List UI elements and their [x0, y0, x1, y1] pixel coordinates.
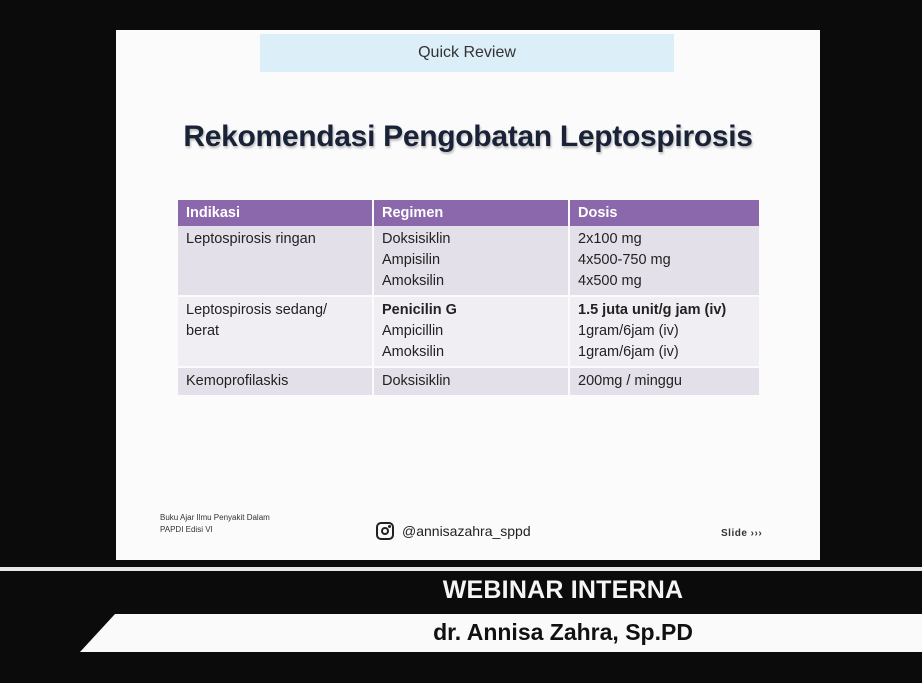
instagram-handle: @annisazahra_sppd — [402, 523, 531, 539]
header-dosis: Dosis — [569, 200, 759, 226]
table-header-row — [178, 200, 759, 226]
cell-indikasi — [178, 367, 373, 395]
cell-indikasi — [178, 296, 373, 367]
cell-text: 1.5 juta unit/g jam (iv) — [578, 302, 727, 318]
cell-text: 2x100 mg — [578, 231, 642, 247]
cell-text: Ampisilin — [382, 252, 441, 268]
cell-text: Amoksilin — [382, 344, 445, 360]
cell-text: berat — [186, 323, 220, 339]
cell-text: 4x500-750 mg — [578, 252, 671, 268]
cell-text: 1gram/6jam (iv) — [578, 344, 679, 360]
quick-review-tag: Quick Review — [260, 34, 674, 72]
reference-line: Buku Ajar Ilmu Penyakit Dalam — [160, 513, 270, 522]
header-indikasi: Indikasi — [178, 200, 373, 226]
event-title: WEBINAR INTERNA — [442, 576, 684, 604]
cell-text: 200mg / minggu — [578, 373, 682, 389]
slide-nav-label: Slide ››› — [721, 528, 763, 539]
cell-regimen — [373, 367, 569, 395]
cell-text: Amoksilin — [382, 273, 445, 289]
cell-regimen — [373, 226, 569, 296]
cell-dosis — [569, 226, 759, 296]
cell-dosis — [569, 296, 759, 367]
table-row — [178, 296, 759, 367]
banner-divider — [0, 567, 922, 571]
cell-text: Doksisiklin — [382, 373, 451, 389]
cell-text: Doksisiklin — [382, 231, 451, 247]
slide-title: Rekomendasi Pengobatan Leptospirosis — [183, 120, 753, 153]
cell-indikasi — [178, 226, 373, 296]
reference-line: PAPDI Edisi VI — [160, 525, 213, 534]
instagram-icon — [376, 522, 394, 540]
cell-text: Kemoprofilaskis — [186, 373, 289, 389]
treatment-table — [178, 200, 759, 395]
cell-regimen — [373, 296, 569, 367]
table-row — [178, 226, 759, 296]
table-row — [178, 367, 759, 395]
cell-text: 1gram/6jam (iv) — [578, 323, 679, 339]
header-regimen: Regimen — [373, 200, 569, 226]
cell-text: Leptospirosis ringan — [186, 231, 316, 247]
speaker-name: dr. Annisa Zahra, Sp.PD — [433, 619, 693, 645]
cell-text: Leptospirosis sedang/ — [186, 302, 328, 318]
cell-text: Penicilin G — [382, 302, 457, 318]
cell-text: Ampicillin — [382, 323, 444, 339]
cell-text: 4x500 mg — [578, 273, 642, 289]
instagram-credit — [376, 522, 531, 540]
cell-dosis — [569, 367, 759, 395]
presentation-slide — [116, 30, 820, 560]
reference-note — [160, 512, 270, 536]
